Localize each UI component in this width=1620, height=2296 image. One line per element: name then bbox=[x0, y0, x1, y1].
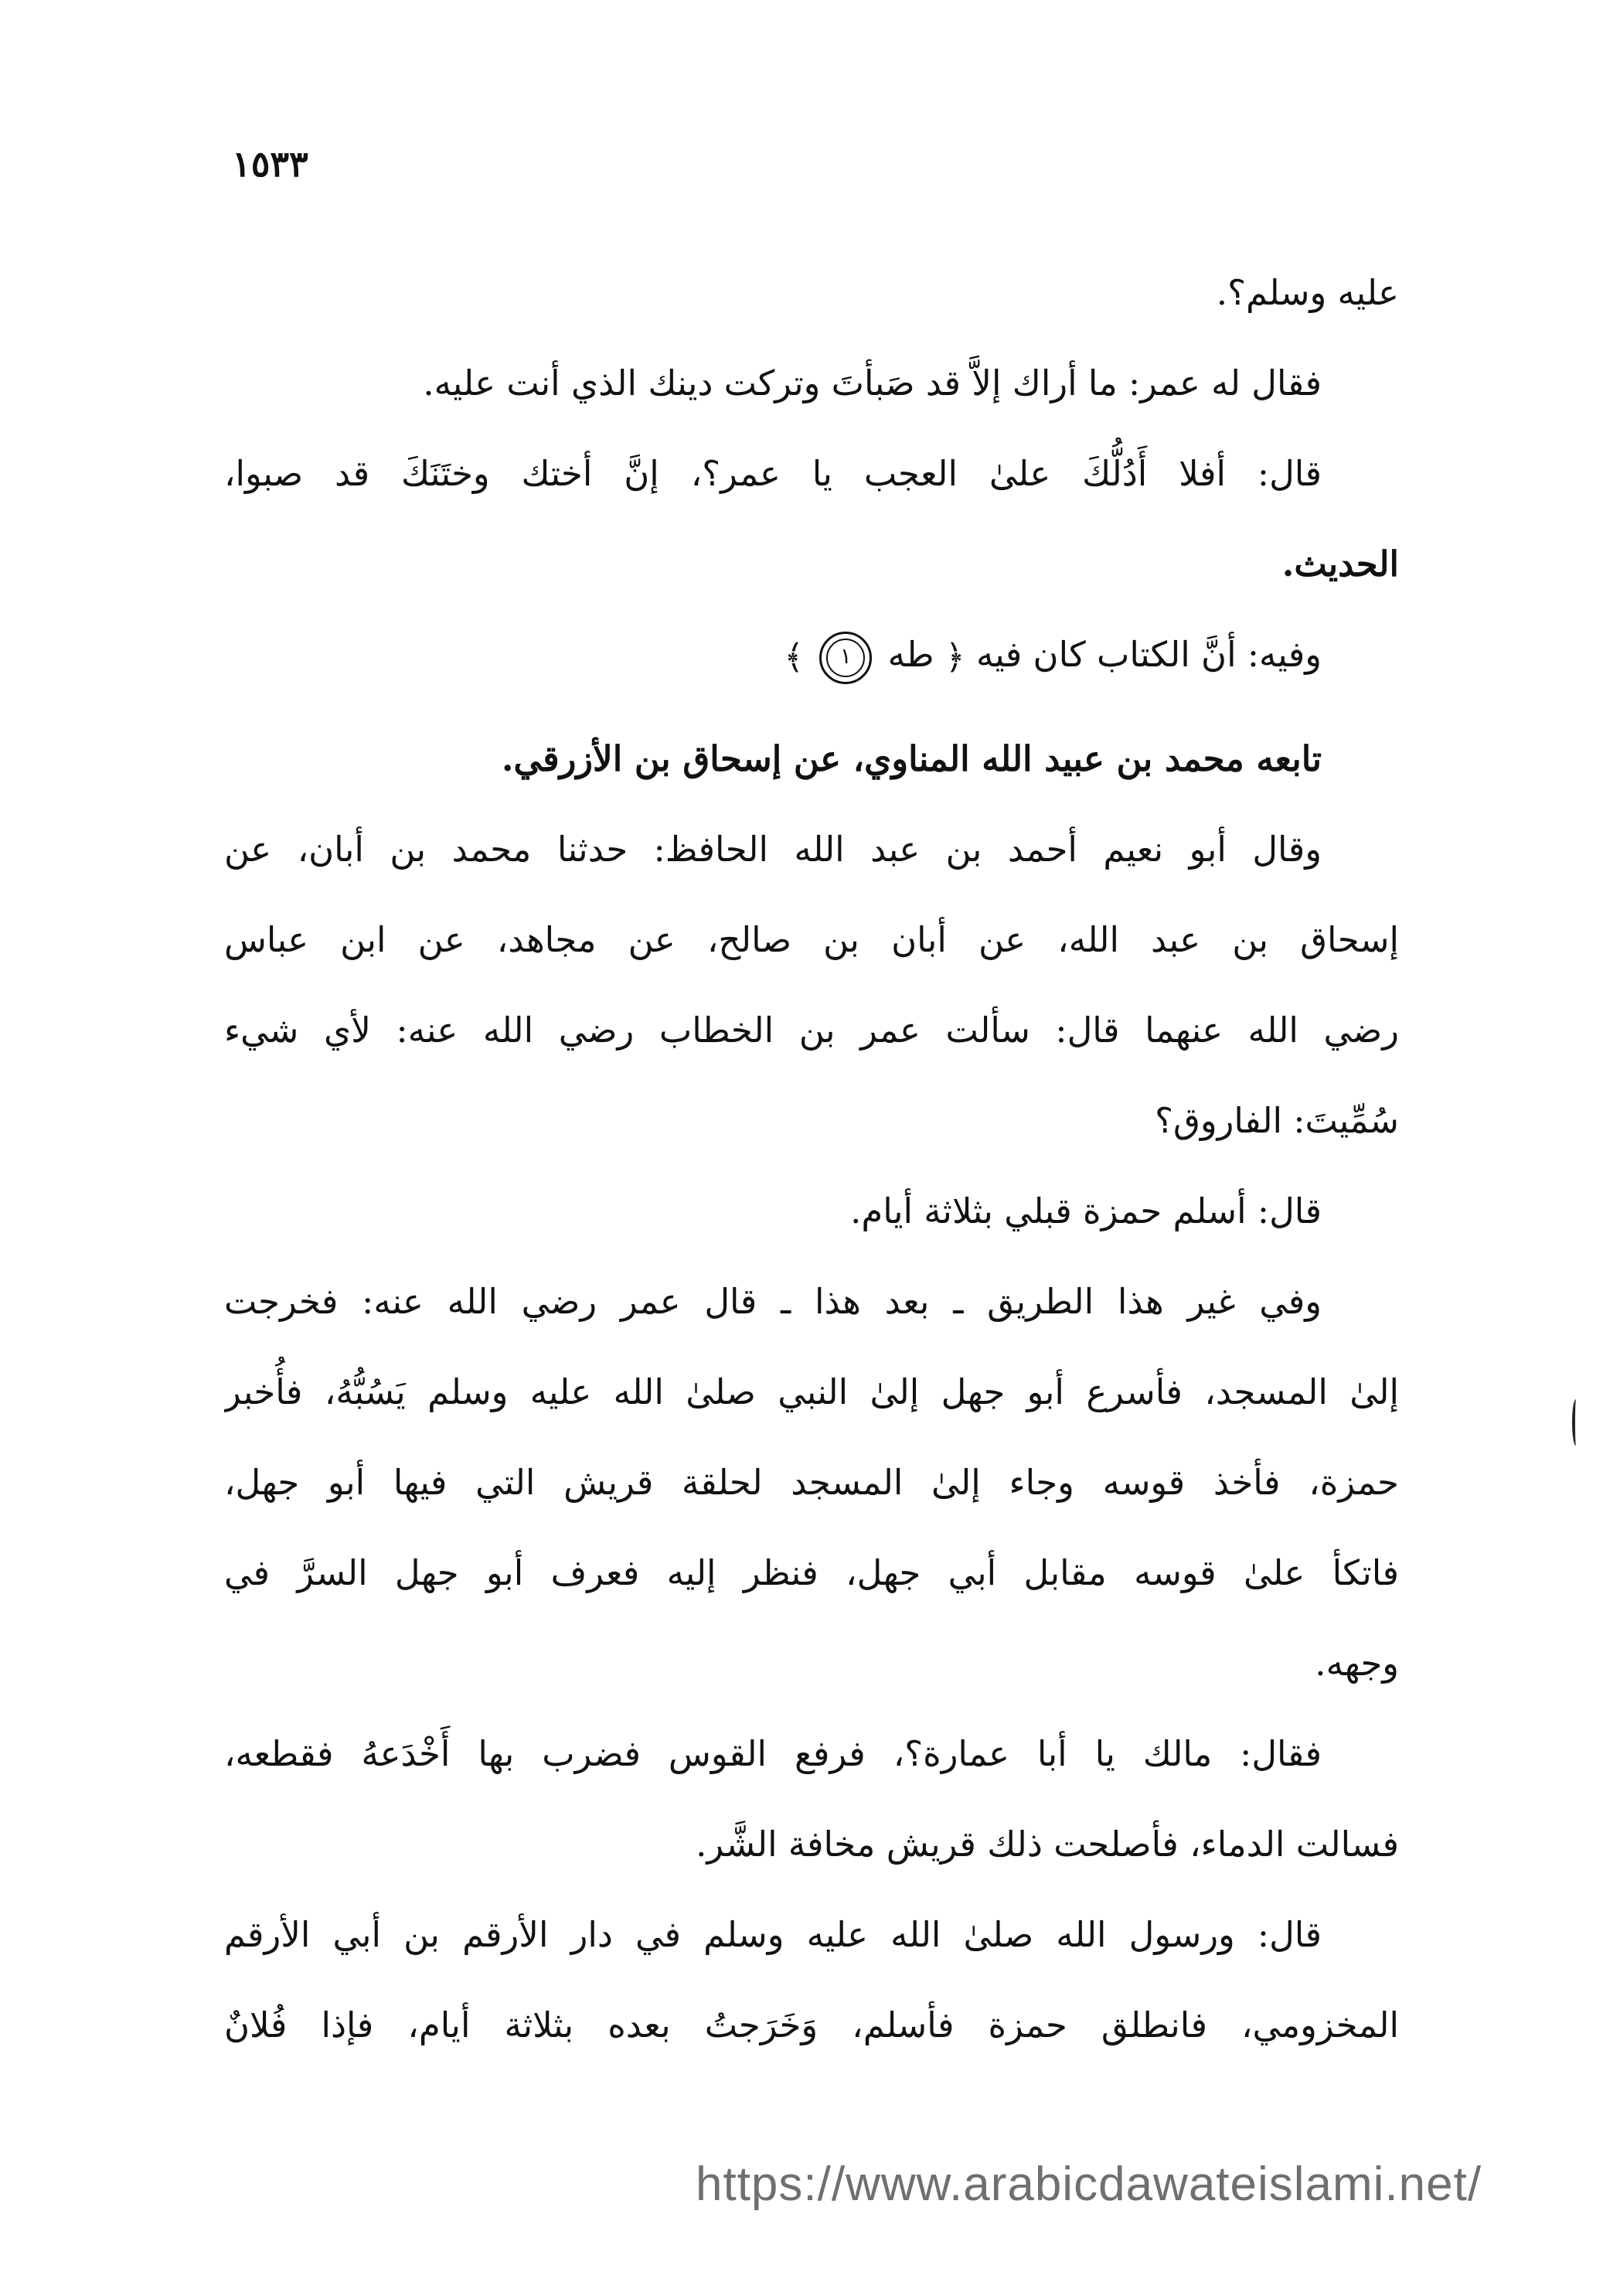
text-line: سُمِّيتَ: الفاروق؟ bbox=[1155, 1100, 1399, 1141]
text-line: فقال له عمر: ما أراك إلاَّ قد صَبأتَ وتركت دينك الذي أنت عليه. bbox=[423, 363, 1322, 404]
text-line: وفي غير هذا الطريق ـ بعد هذا ـ قال عمر رضي الله عنه: فخرجت bbox=[224, 1281, 1322, 1322]
text-line: الحديث. bbox=[1281, 543, 1399, 584]
text-line: وجهه. bbox=[1315, 1643, 1399, 1684]
text-line: فسالت الدماء، فأصلحت ذلك قريش مخافة الشَّر. bbox=[696, 1824, 1399, 1865]
page-number: ١٥٣٣ bbox=[232, 143, 308, 185]
surah-name: طه bbox=[887, 634, 934, 675]
quran-citation-line bbox=[224, 609, 1399, 700]
text-line: عليه وسلم؟. bbox=[1216, 272, 1399, 313]
ornate-bracket-close-icon: ﴾ bbox=[784, 638, 805, 677]
text-line: فقال: مالك يا أبا عمارة؟، فرفع القوس فضرب بها أَخْدَعهُ فقطعه، bbox=[224, 1733, 1322, 1774]
text-line: إلىٰ المسجد، فأسرع أبو جهل إلىٰ النبي صلىٰ الله عليه وسلم يَسُبُّهُ، فأُخبر bbox=[224, 1371, 1399, 1412]
text-line: قال: أسلم حمزة قبلي بثلاثة أيام. bbox=[850, 1191, 1322, 1231]
watermark-url: https://www.arabicdawateislami.net/ bbox=[696, 2158, 1482, 2211]
text-line-lead: وفيه: أنَّ الكتاب كان فيه bbox=[976, 634, 1322, 675]
margin-bracket-mark bbox=[1572, 1399, 1580, 1446]
text-line: حمزة، فأخذ قوسه وجاء إلىٰ المسجد لحلقة قريش التي فيها أبو جهل، bbox=[224, 1462, 1399, 1503]
text-line: المخزومي، فانطلق حمزة فأسلم، وَخَرَجتُ بعده بثلاثة أيام، فإذا فُلانٌ bbox=[224, 2005, 1399, 2046]
ornate-bracket-open-icon: ﴿ bbox=[944, 638, 965, 677]
text-line: قال: أفلا أَدُلُّكَ علىٰ العجب يا عمر؟، إنَّ أختك وختَنَكَ قد صبوا، bbox=[224, 453, 1322, 494]
text-line: فاتكأ علىٰ قوسه مقابل أبي جهل، فنظر إليه فعرف أبو جهل السرَّ في bbox=[224, 1552, 1399, 1593]
text-line: إسحاق بن عبد الله، عن أبان بن صالح، عن مجاهد، عن ابن عباس bbox=[224, 919, 1399, 960]
text-line: وقال أبو نعيم أحمد بن عبد الله الحافظ: حدثنا محمد بن أبان، عن bbox=[224, 829, 1322, 870]
text-line: تابعه محمد بن عبيد الله المناوي، عن إسحاق بن الأزرقي. bbox=[501, 738, 1322, 779]
verse-number-badge: ١ bbox=[819, 632, 872, 684]
page-text bbox=[224, 247, 1399, 2070]
text-line: قال: ورسول الله صلىٰ الله عليه وسلم في دار الأرقم بن أبي الأرقم bbox=[224, 1914, 1322, 1955]
text-line: رضي الله عنهما قال: سألت عمر بن الخطاب رضي الله عنه: لأي شيء bbox=[224, 1010, 1399, 1051]
